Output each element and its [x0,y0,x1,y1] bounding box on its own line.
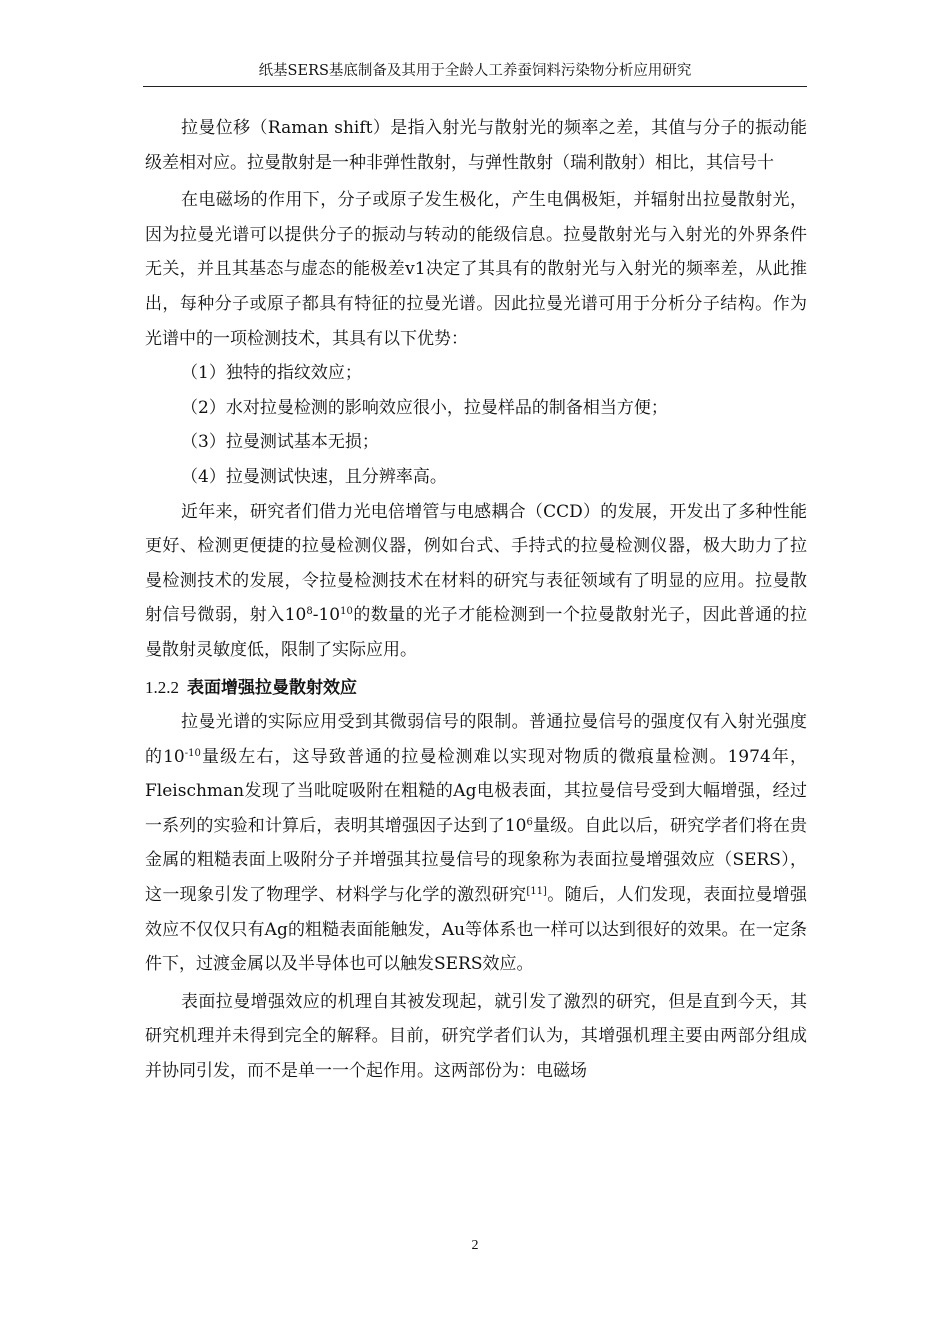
body-text [145,111,807,1089]
superscript: 6 [526,816,533,828]
header-rule [143,86,807,87]
superscript: 8 [306,606,313,618]
running-header: 纸基SERS基底制备及其用于全龄人工养蚕饲料污染物分析应用研究 [258,63,692,79]
paragraph-instruments [145,495,807,668]
text-run: 量级。自此以后，研究学者们将在贵金属的粗糙表面上吸附分子并增强其拉曼信号的现象称为表面拉曼增强效应（SERS），这一现象引发了物理学、材料学与化学的激烈研究 [145,815,807,906]
section-heading [145,671,807,706]
paragraph-raman-shift: 拉曼位移（Raman shift）是指入射光与散射光的频率之差，其值与分子的振动能级差相对应。拉曼散射是一种非弹性散射，与弹性散射（瑞利散射）相比，其信号十 [145,118,807,173]
text-run: 的数量的光子才能检测到一个拉曼散射光子，因此普通的拉曼散射灵敏度低，限制了实际应用。 [145,605,808,660]
text-run: 近年来，研究者们借力光电倍增管与电感耦合（CCD）的发展，开发出了多种性能更好、检测更便捷的拉曼检测仪器，例如台式、手持式的拉曼检测仪器，极大助力了拉曼检测技术的发展，令拉曼检测技术在材料的研究与表征领域有了明显的应用。拉曼散射信号微弱，射入10 [145,501,807,626]
superscript: -10 [184,747,201,759]
text-run: 。随后，人们发现，表面拉曼增强效应不仅仅只有Ag的粗糙表面能触发，Au等体系也一样可以达到很好的效果。在一定条件下，过渡金属以及半导体也可以触发SERS效应。 [145,885,808,975]
paragraph-polarization: 在电磁场的作用下，分子或原子发生极化，产生电偶极矩，并辐射出拉曼散射光，因为拉曼光谱可以提供分子的振动与转动的能级信息。拉曼散射光与入射光的外界条件无关，并且其基态与虚态的能极差v1决定了其具有的散射光与入射光的频率差，从此推出，每种分子或原子都具有特征的拉曼光谱。因此拉曼光谱可用于分析分子结构。作为光谱中的一项检测技术，其具有以下优势： [145,190,807,349]
citation-ref: [11] [526,886,547,898]
section-title: 表面增强拉曼散射效应 [187,677,357,698]
text-run: 拉曼光谱的实际应用受到其微弱信号的限制。普通拉曼信号的强度仅有入射光强度的10 [145,712,807,767]
text-run: 量级左右，这导致普通的拉曼检测难以实现对物质的微痕量检测。1974年，Fleischman发现了当吡啶吸附在粗糙的Ag电极表面，其拉曼信号受到大幅增强，经过一系列的实验和计算后，表明其增强因子达到了10 [145,746,808,836]
list-item: （2）水对拉曼检测的影响效应很小，拉曼样品的制备相当方便； [181,397,668,418]
paragraph-sers-mechanism: 表面拉曼增强效应的机理自其被发现起，就引发了激烈的研究，但是直到今天，其研究机理并未得到完全的解释。目前，研究学者们认为，其增强机理主要由两部分组成并协同引发，而不是单一一个起作用。这两部份为：电磁场 [145,991,807,1082]
section-number: 1.2.2 [145,677,179,697]
paragraph-sers-history [145,705,807,982]
list-item: （1）独特的指纹效应； [181,363,362,384]
list-item: （3）拉曼测试基本无损； [181,432,379,453]
superscript: 10 [340,606,353,618]
text-run: -10 [312,605,341,626]
list-item: （4）拉曼测试快速，且分辨率高。 [181,466,447,487]
page-number: 2 [471,1238,479,1253]
